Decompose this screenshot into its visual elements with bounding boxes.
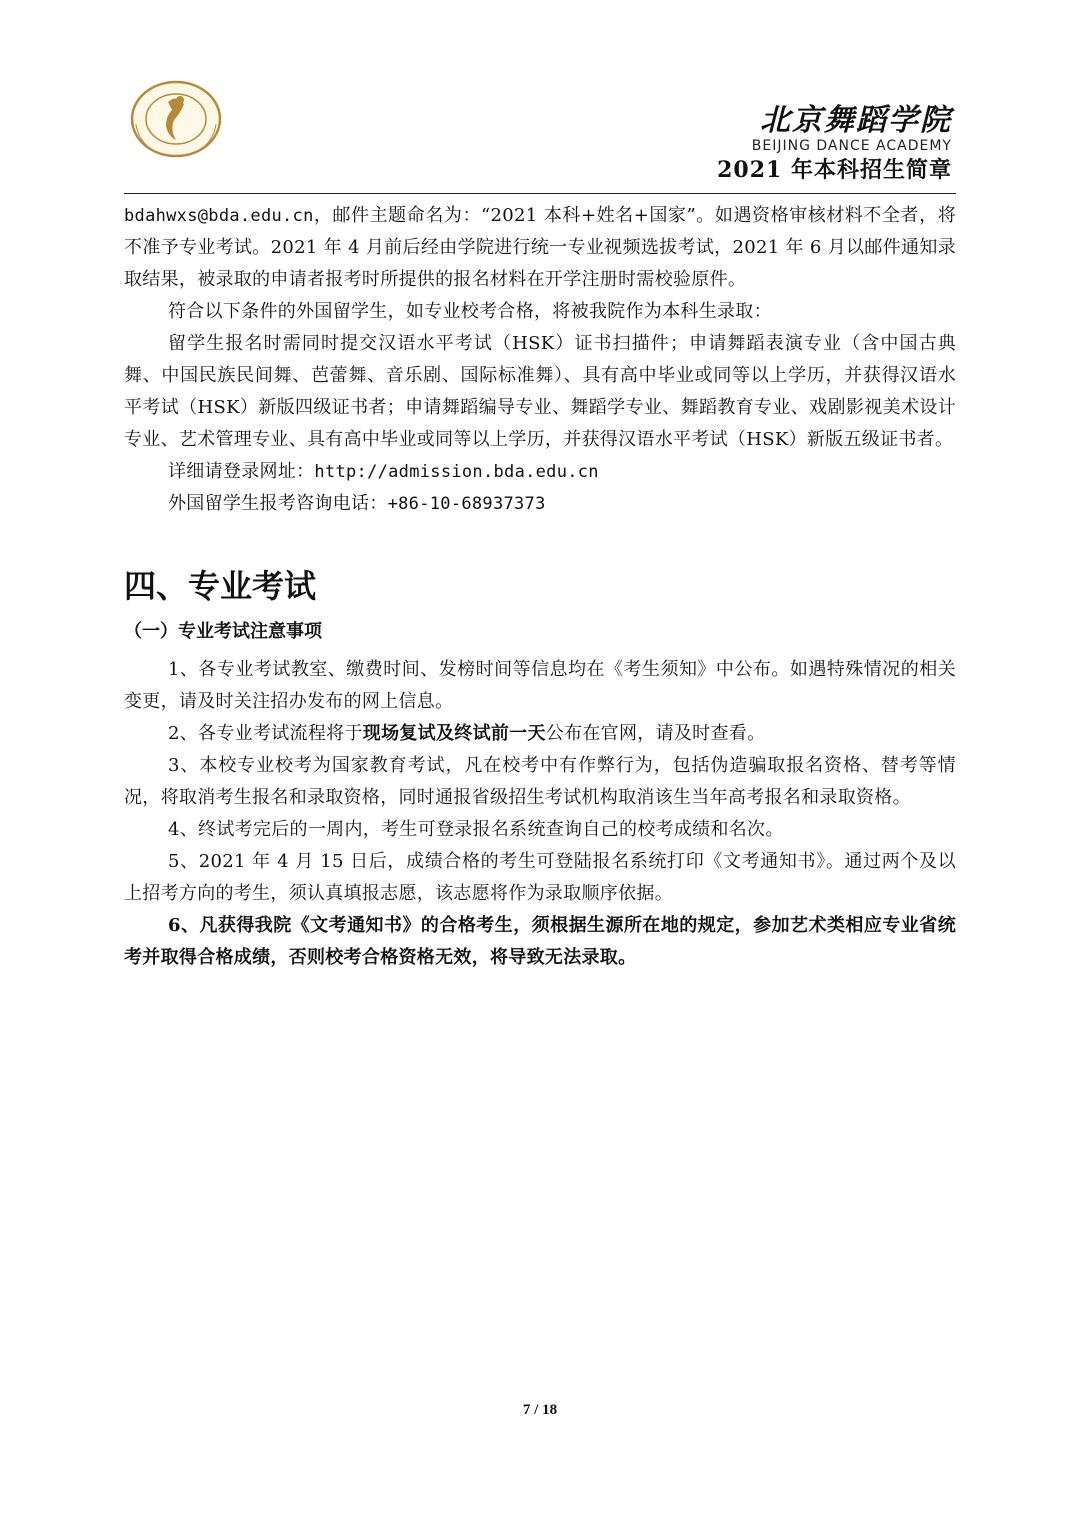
paragraph-phone [124,488,956,520]
paragraph-website [124,456,956,488]
academy-logo [130,80,222,158]
email-address: bdahwxs@bda.edu.cn [124,206,314,226]
notice-item-5: 5、2021 年 4 月 15 日后，成绩合格的考生可登陆报名系统打印《文考通知书》。通过两个及以上招考方向的考生，须认真填报志愿，该志愿将作为录取顺序依据。 [124,851,956,904]
document-subtitle: 2021 年本科招生简章 [717,157,952,183]
section-subheading: （一）专业考试注意事项 [124,621,322,642]
header-divider [124,193,956,194]
website-url: http://admission.bda.edu.cn [314,462,599,482]
notice-item-3: 3、本校专业校考为国家教育考试，凡在校考中有作弊行为，包括伪造骗取报名资格、替考等情况，将取消考生报名和录取资格，同时通报省级招生考试机构取消该生当年高考报名和录取资格。 [124,755,956,808]
notice-item-2-part-c: 公布在官网，请及时查看。 [545,723,766,744]
page-header [0,0,1080,200]
paragraph-email [124,200,956,296]
notice-item-2 [124,718,956,750]
notice-item-6: 6、凡获得我院《文考通知书》的合格考生，须根据生源所在地的规定，参加艺术类相应专业省统考并取得合格成绩，否则校考合格资格无效，将导致无法录取。 [124,915,956,968]
website-label: 详细请登录网址： [168,461,315,482]
notice-item-2-emphasis: 现场复试及终试前一天 [362,723,546,744]
section-heading: 四、专业考试 [124,567,317,605]
paragraph-conditions: 符合以下条件的外国留学生，如专业校考合格，将被我院作为本科生录取： [168,301,772,322]
paragraph-requirements: 留学生报名时需同时提交汉语水平考试（HSK）证书扫描件；申请舞蹈表演专业（含中国古典舞、中国民族民间舞、芭蕾舞、音乐剧、国际标准舞）、具有高中毕业或同等以上学历，并获得汉语水平考试（HSK）新版四级证书者；申请舞蹈编导专业、舞蹈学专业、舞蹈教育专业、戏剧影视美术设计专业、艺术管理专业、具有高中毕业或同等以上学历，并获得汉语水平考试（HSK）新版五级证书者。 [124,333,956,450]
document-body [124,200,956,974]
school-name-cn: 北京舞蹈学院 [760,103,952,138]
header-brand [717,104,952,184]
notice-item-4: 4、终试考完后的一周内，考生可登录报名系统查询自己的校考成绩和名次。 [168,819,784,840]
page-number: 7 / 18 [522,1402,558,1418]
school-name-en: BEIJING DANCE ACADEMY [751,138,952,154]
phone-label: 外国留学生报考咨询电话： [168,493,388,514]
notice-item-2-part-a: 2、各专业考试流程将于 [168,723,363,744]
phone-number: +86-10-68937373 [387,494,546,514]
paragraph-email-text: ，邮件主题命名为：“2021 本科+姓名+国家”。如遇资格审核材料不全者，将不准予专业考试。2021 年 4 月前后经由学院进行统一专业视频选拔考试，2021 年 6 月以邮件通知录取结果，被录取的申请者报考时所提供的报名材料在开学注册时需校验原件。 [124,205,956,290]
notice-item-1: 1、各专业考试教室、缴费时间、发榜时间等信息均在《考生须知》中公布。如遇特殊情况的相关变更，请及时关注招办发布的网上信息。 [124,659,956,712]
